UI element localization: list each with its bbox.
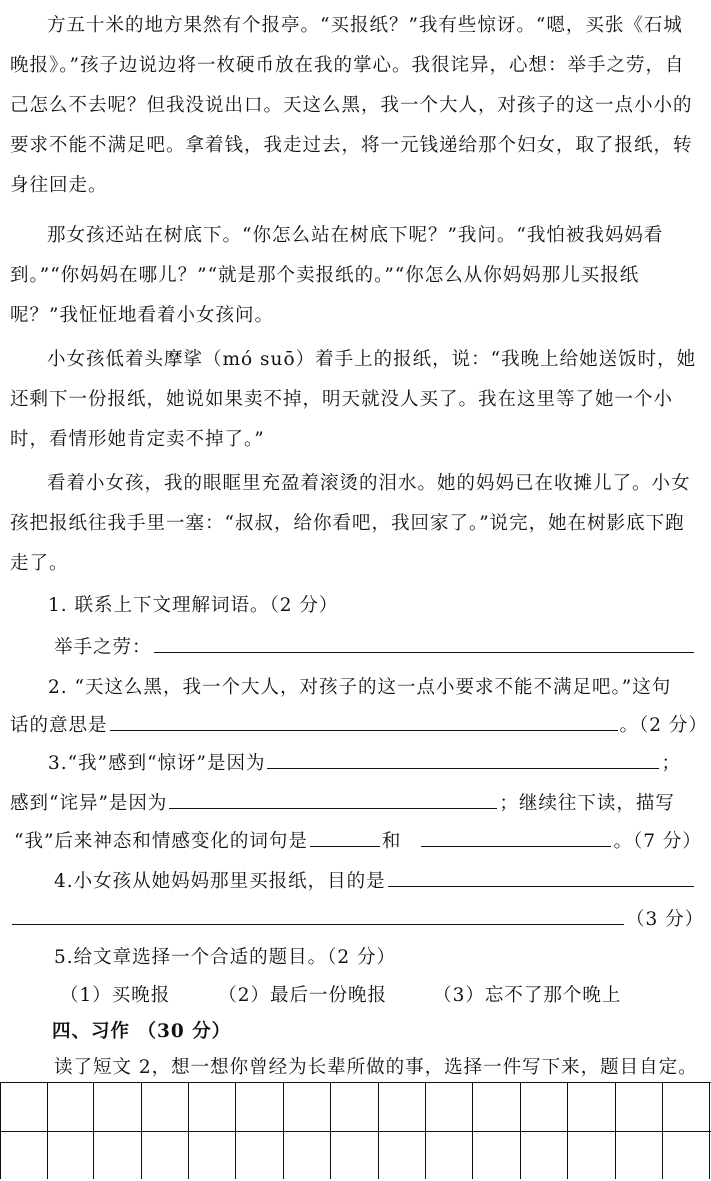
grid-cell[interactable] xyxy=(521,1131,568,1179)
grid-cell[interactable] xyxy=(332,1083,379,1131)
answer-blank-q3-surprise[interactable] xyxy=(267,746,659,769)
question-3-line-3-prefix: “我”后来神态和情感变化的词句是 xyxy=(14,831,308,852)
grid-cell[interactable] xyxy=(379,1083,426,1131)
grid-cell[interactable] xyxy=(569,1131,616,1179)
grid-cell[interactable] xyxy=(427,1131,474,1179)
grid-row-1 xyxy=(0,1083,711,1132)
question-4-line-2 xyxy=(10,900,704,940)
grid-cell[interactable] xyxy=(237,1083,284,1131)
writing-grid[interactable] xyxy=(0,1082,711,1181)
section-4-heading: 四、习作 （30 分） xyxy=(52,1021,232,1042)
question-2-line-2 xyxy=(10,706,708,746)
grid-cell[interactable] xyxy=(0,1131,48,1179)
grid-cell[interactable] xyxy=(284,1131,331,1179)
grid-cell[interactable] xyxy=(47,1131,94,1179)
question-3-line-1 xyxy=(48,744,681,784)
question-5-options xyxy=(60,976,621,1016)
question-1: 1. 联系上下文理解词语。（2 分） xyxy=(48,595,339,616)
grid-cell[interactable] xyxy=(95,1083,142,1131)
grid-cell[interactable] xyxy=(427,1083,474,1131)
question-2-prefix: 话的意思是 xyxy=(10,715,108,736)
grid-cell[interactable] xyxy=(332,1131,379,1179)
grid-cell[interactable] xyxy=(142,1131,189,1179)
grid-cell[interactable] xyxy=(474,1083,521,1131)
question-4-text: 4.小女孩从她妈妈那里买报纸，目的是 xyxy=(54,871,386,892)
grid-cell[interactable] xyxy=(142,1083,189,1131)
question-1-term: 举手之劳： xyxy=(54,637,152,658)
option-1[interactable]: （1）买晚报 xyxy=(60,985,171,1006)
passage-paragraph-1: 方五十米的地方果然有个报亭。“买报纸？”我有些惊讶。“嗯，买张《石城晚报》。”孩子边说边将一枚硬币放在我的掌心。我很诧异，心想：举手之劳，自己怎么不去呢？但我没说出口。天这么黑，我一个大人，对孩子的这一点小小的要求不能不满足吧。拿着钱，我走过去，将一元钱递给那个妇女，取了报纸，转身往回走。 xyxy=(10,15,693,196)
question-3-prefix: 3.“我”感到“惊讶”是因为 xyxy=(48,753,266,774)
answer-blank-q2[interactable] xyxy=(110,708,618,731)
answer-blank-q3-word-2[interactable] xyxy=(421,824,611,847)
passage-paragraph-3: 小女孩低着头摩挲（mó suō）着手上的报纸，说：“我晚上给她送饭时，她还剩下一份报纸，她说如果卖不掉，明天就没人买了。我在这里等了她一个小时，看情形她肯定卖不掉了。” xyxy=(10,349,697,450)
question-3-and: 和 xyxy=(381,831,402,852)
grid-cell[interactable] xyxy=(569,1083,616,1131)
question-3-line-2-prefix: 感到“诧异”是因为 xyxy=(10,793,168,814)
grid-cell[interactable] xyxy=(284,1083,331,1131)
grid-cell[interactable] xyxy=(47,1083,94,1131)
passage-paragraph-4: 看着小女孩，我的眼眶里充盈着滚烫的泪水。她的妈妈已在收摊儿了。小女孩把报纸往我手里一塞：“叔叔，给你看吧，我回家了。”说完，她在树影底下跑走了。 xyxy=(10,473,691,574)
grid-cell[interactable] xyxy=(616,1083,663,1131)
answer-blank-q3-astonish[interactable] xyxy=(169,786,497,809)
section-4-prompt: 读了短文 2，想一想你曾经为长辈所做的事，选择一件写下来，题目自定。 xyxy=(54,1057,698,1078)
option-3[interactable]: （3）忘不了那个晚上 xyxy=(433,985,622,1006)
question-4-score: （3 分） xyxy=(626,909,705,930)
grid-cell[interactable] xyxy=(0,1083,48,1131)
grid-cell[interactable] xyxy=(190,1131,237,1179)
question-3-line-2-suffix: ；继续往下读，描写 xyxy=(499,793,675,814)
question-3-line-3 xyxy=(14,822,702,862)
answer-blank-q1[interactable] xyxy=(154,630,694,653)
answer-blank-q4-a[interactable] xyxy=(388,864,694,887)
grid-cell[interactable] xyxy=(474,1131,521,1179)
grid-cell[interactable] xyxy=(616,1131,663,1179)
grid-cell[interactable] xyxy=(379,1131,426,1179)
grid-row-2 xyxy=(0,1131,711,1179)
question-2-score: 。（2 分） xyxy=(619,715,708,736)
grid-cell[interactable] xyxy=(95,1131,142,1179)
grid-cell[interactable] xyxy=(521,1083,568,1131)
grid-cell[interactable] xyxy=(664,1131,711,1179)
answer-blank-q3-word-1[interactable] xyxy=(310,824,380,847)
question-3-score: 。（7 分） xyxy=(613,831,702,852)
question-4-line-1 xyxy=(54,862,696,902)
grid-cell[interactable] xyxy=(237,1131,284,1179)
passage-paragraph-2: 那女孩还站在树底下。“你怎么站在树底下呢？”我问。“我怕被我妈妈看到。”“你妈妈在哪儿？”“就是那个卖报纸的。”“你怎么从你妈妈那儿买报纸呢？”我怔怔地看着小女孩问。 xyxy=(10,225,664,326)
question-1-term-row xyxy=(54,628,696,668)
question-3-line-2 xyxy=(10,784,675,824)
option-2[interactable]: （2）最后一份晚报 xyxy=(218,985,388,1006)
grid-cell[interactable] xyxy=(190,1083,237,1131)
answer-blank-q4-b[interactable] xyxy=(12,902,624,925)
grid-cell[interactable] xyxy=(664,1083,711,1131)
question-2-line-1: 2. “天这么黑，我一个大人，对孩子的这一点小要求不能不满足吧。”这句 xyxy=(48,677,672,698)
question-5: 5.给文章选择一个合适的题目。（2 分） xyxy=(54,947,397,968)
question-3-semicolon: ； xyxy=(661,753,681,774)
